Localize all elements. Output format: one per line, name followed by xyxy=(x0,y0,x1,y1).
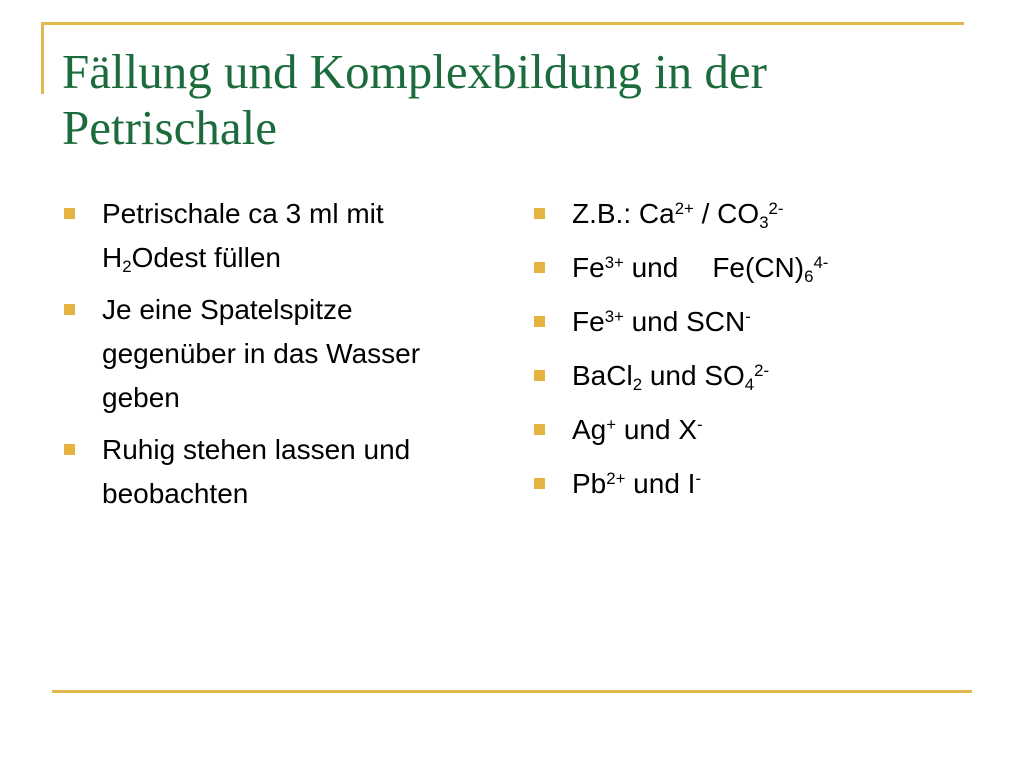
list-item: $Fe^{3+}$ und $Fe(CN)_6^{4-}$ xyxy=(534,246,974,290)
square-bullet-icon xyxy=(534,262,545,273)
list-item: Ag+ und X- xyxy=(534,408,974,452)
title-line-1: Fällung und Komplexbildung in der xyxy=(62,44,767,99)
list-item: Petrischale ca 3 ml mit $H_2Odest$ füllen xyxy=(64,192,464,280)
list-item: Je eine Spatelspitze gegenüber in das Wasser geben xyxy=(64,288,464,420)
list-item: Ruhig stehen lassen und beobachten xyxy=(64,428,464,516)
square-bullet-icon xyxy=(64,208,75,219)
slide-title xyxy=(62,44,962,156)
list-item: Z.B.: $Ca^{2+} / CO_3^{2-}$ xyxy=(534,192,974,236)
square-bullet-icon xyxy=(534,424,545,435)
title-line-2: Petrischale xyxy=(62,100,277,155)
list-item: $Fe^{3+}$ und SCN- xyxy=(534,300,974,344)
top-rule xyxy=(41,22,964,25)
right-bullet-list xyxy=(534,192,974,516)
square-bullet-icon xyxy=(64,444,75,455)
square-bullet-icon xyxy=(64,304,75,315)
bottom-rule xyxy=(52,690,972,693)
left-bullet-list xyxy=(64,192,464,524)
square-bullet-icon xyxy=(534,208,545,219)
left-rule xyxy=(41,22,44,94)
list-item: $Pb^{2+}$ und I- xyxy=(534,462,974,506)
square-bullet-icon xyxy=(534,316,545,327)
list-item: BaCl$_2$ und $SO_4^{2-}$ xyxy=(534,354,974,398)
square-bullet-icon xyxy=(534,370,545,381)
square-bullet-icon xyxy=(534,478,545,489)
